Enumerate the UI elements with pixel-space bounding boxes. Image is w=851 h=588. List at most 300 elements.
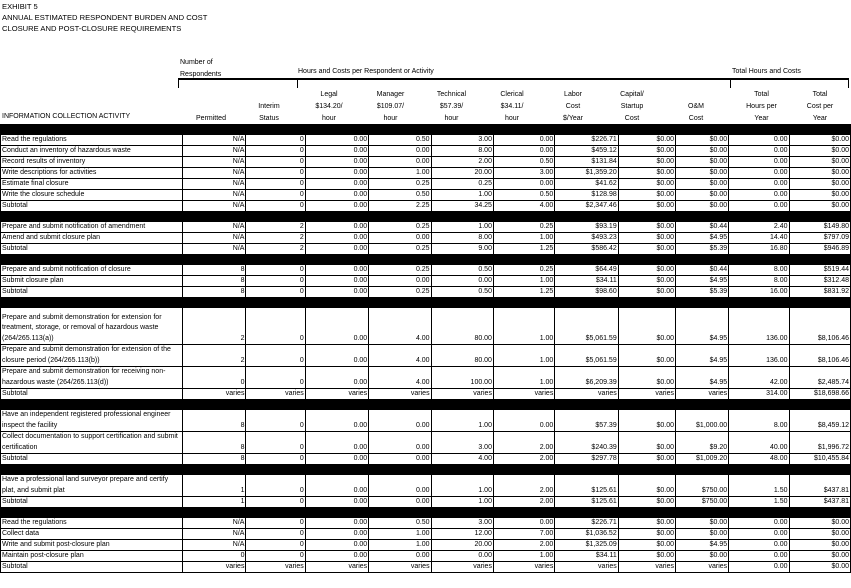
section-separator — [1, 255, 851, 265]
cell-total-cost: $10,455.84 — [789, 454, 850, 465]
cell-permitted: N/A — [183, 244, 246, 255]
cell-total-hours: 0.00 — [729, 135, 789, 146]
cell-om-cost: $4.95 — [676, 233, 729, 244]
cell-total-cost: $0.00 — [789, 562, 850, 573]
cell-total-cost: $8,106.46 — [789, 345, 850, 367]
cell-labor-cost: $1,359.20 — [555, 168, 618, 179]
cell-labor-cost: $459.12 — [555, 146, 618, 157]
cell-total-hours: 0.00 — [729, 562, 789, 573]
cell-labor-cost: $493.23 — [555, 233, 618, 244]
cell-om-cost: $0.00 — [676, 201, 729, 212]
cell-total-cost: $0.00 — [789, 540, 850, 551]
cell-interim: 0 — [246, 345, 305, 367]
cell-legal-hours: 0.00 — [305, 276, 368, 287]
cell-clerical-hours: varies — [493, 389, 554, 400]
cell-interim: 0 — [246, 432, 305, 454]
table-row — [1, 265, 851, 276]
cell-om-cost: $4.95 — [676, 345, 729, 367]
separator-bar — [1, 255, 851, 265]
cell-capital-cost: $0.00 — [618, 201, 675, 212]
col-header-line: $109.07/ — [376, 103, 405, 110]
col-header-line: Manager — [376, 91, 405, 98]
cell-total-cost: $0.00 — [789, 529, 850, 540]
cell-manager-hours: varies — [369, 389, 431, 400]
cell-permitted: varies — [183, 389, 246, 400]
cell-permitted: 8 — [183, 276, 246, 287]
cell-om-cost: $0.00 — [676, 551, 729, 562]
cell-om-cost: $4.95 — [676, 540, 729, 551]
cell-om-cost: $0.00 — [676, 146, 729, 157]
cell-manager-hours: 0.25 — [369, 287, 431, 298]
cell-total-hours: 14.40 — [729, 233, 789, 244]
cell-interim: 0 — [246, 179, 305, 190]
cell-manager-hours: 0.25 — [369, 265, 431, 276]
cell-technical-hours: 3.00 — [431, 135, 493, 146]
cell-total-cost: $0.00 — [789, 168, 850, 179]
cell-legal-hours: 0.00 — [305, 179, 368, 190]
cell-clerical-hours: 1.25 — [493, 287, 554, 298]
cell-activity: Estimate final closure — [1, 179, 183, 190]
cell-labor-cost: $34.11 — [555, 276, 618, 287]
col-header-capital — [604, 89, 660, 125]
cell-capital-cost: $0.00 — [618, 308, 675, 345]
table-row — [1, 168, 851, 179]
cell-activity: Subtotal — [1, 244, 183, 255]
cell-legal-hours: 0.00 — [305, 265, 368, 276]
cell-permitted: N/A — [183, 201, 246, 212]
cell-om-cost: $750.00 — [676, 475, 729, 497]
cell-total-cost: $0.00 — [789, 157, 850, 168]
cell-total-cost: $8,459.12 — [789, 410, 850, 432]
cell-legal-hours: 0.00 — [305, 168, 368, 179]
cell-labor-cost: $226.71 — [555, 135, 618, 146]
cell-capital-cost: $0.00 — [618, 518, 675, 529]
cell-capital-cost: $0.00 — [618, 551, 675, 562]
exhibit-title-line: ANNUAL ESTIMATED RESPONDENT BURDEN AND COST — [2, 13, 208, 22]
cell-permitted: N/A — [183, 540, 246, 551]
cell-om-cost: $0.44 — [676, 265, 729, 276]
cell-interim: 2 — [246, 244, 305, 255]
cell-clerical-hours: 2.00 — [493, 454, 554, 465]
cell-permitted: 1 — [183, 475, 246, 497]
col-header-line: Interim — [258, 103, 280, 110]
cell-capital-cost: $0.00 — [618, 146, 675, 157]
cell-interim: 0 — [246, 475, 305, 497]
cell-labor-cost: $5,061.59 — [555, 345, 618, 367]
cell-technical-hours: 34.25 — [431, 201, 493, 212]
cell-activity: Subtotal — [1, 389, 183, 400]
cell-capital-cost: varies — [618, 389, 675, 400]
separator-bar — [1, 508, 851, 518]
totals-group-header: Total Hours and Costs — [732, 68, 801, 75]
cell-om-cost: $0.44 — [676, 222, 729, 233]
cell-labor-cost: $41.62 — [555, 179, 618, 190]
totals-header-rule — [731, 78, 849, 80]
cell-total-cost: $1,996.72 — [789, 432, 850, 454]
cell-manager-hours: 0.00 — [369, 454, 431, 465]
cell-permitted: 8 — [183, 265, 246, 276]
cell-total-cost: $831.92 — [789, 287, 850, 298]
col-header-om — [660, 101, 732, 125]
cell-total-hours: 8.00 — [729, 410, 789, 432]
cell-labor-cost: $98.60 — [555, 287, 618, 298]
cell-capital-cost: $0.00 — [618, 454, 675, 465]
separator-bar — [1, 298, 851, 308]
cell-manager-hours: 4.00 — [369, 345, 431, 367]
table-row — [1, 475, 851, 497]
cell-clerical-hours: 4.00 — [493, 201, 554, 212]
cell-legal-hours: 0.00 — [305, 308, 368, 345]
cell-labor-cost: $5,061.59 — [555, 308, 618, 345]
cell-total-cost: $0.00 — [789, 135, 850, 146]
respondents-header-line: Respondents — [180, 71, 222, 78]
cell-clerical-hours: 0.00 — [493, 179, 554, 190]
cell-technical-hours: 20.00 — [431, 168, 493, 179]
cell-total-hours: 136.00 — [729, 308, 789, 345]
cell-total-hours: 0.00 — [729, 529, 789, 540]
cell-total-hours: 0.00 — [729, 540, 789, 551]
cell-technical-hours: 0.00 — [431, 276, 493, 287]
cell-technical-hours: 2.00 — [431, 157, 493, 168]
table-row — [1, 190, 851, 201]
cell-permitted: N/A — [183, 190, 246, 201]
section-separator — [1, 400, 851, 410]
cell-total-hours: 2.40 — [729, 222, 789, 233]
cell-clerical-hours: 0.00 — [493, 410, 554, 432]
cell-activity: Read the regulations — [1, 135, 183, 146]
cell-legal-hours: 0.00 — [305, 201, 368, 212]
cell-capital-cost: $0.00 — [618, 276, 675, 287]
cell-labor-cost: $2,347.46 — [555, 201, 618, 212]
cell-clerical-hours: 1.00 — [493, 345, 554, 367]
col-header-line: Startup — [620, 103, 644, 110]
cell-permitted: N/A — [183, 529, 246, 540]
cell-capital-cost: $0.00 — [618, 179, 675, 190]
cell-labor-cost: $240.39 — [555, 432, 618, 454]
cell-legal-hours: 0.00 — [305, 475, 368, 497]
cell-manager-hours: 0.50 — [369, 135, 431, 146]
cell-technical-hours: 1.00 — [431, 475, 493, 497]
cell-total-hours: 0.00 — [729, 518, 789, 529]
section-separator — [1, 465, 851, 475]
subtotal-row — [1, 201, 851, 212]
col-header-line: Cost — [624, 115, 640, 122]
cell-clerical-hours: 1.00 — [493, 367, 554, 389]
cell-labor-cost: $1,325.09 — [555, 540, 618, 551]
cell-activity: Prepare and submit demonstration for extension of the closure period (264/265.113(b)) — [1, 345, 183, 367]
cell-legal-hours: varies — [305, 562, 368, 573]
cell-interim: varies — [246, 389, 305, 400]
cell-activity: Have a professional land surveyor prepare and certify plat, and submit plat — [1, 475, 183, 497]
cell-om-cost: varies — [676, 389, 729, 400]
cell-legal-hours: 0.00 — [305, 135, 368, 146]
cell-manager-hours: 0.00 — [369, 146, 431, 157]
cell-technical-hours: 4.00 — [431, 454, 493, 465]
cell-om-cost: $1,009.20 — [676, 454, 729, 465]
table-row — [1, 518, 851, 529]
cell-technical-hours: 3.00 — [431, 518, 493, 529]
cell-total-hours: 48.00 — [729, 454, 789, 465]
cell-om-cost: $5.39 — [676, 244, 729, 255]
col-header-labor — [542, 89, 604, 125]
cell-labor-cost: $34.11 — [555, 551, 618, 562]
cell-total-cost: $0.00 — [789, 551, 850, 562]
col-header-line: Status — [259, 115, 279, 122]
cell-capital-cost: varies — [618, 562, 675, 573]
cell-total-cost: $797.09 — [789, 233, 850, 244]
col-header-manager — [360, 89, 421, 125]
col-header-line: Year — [812, 115, 828, 122]
subtotal-row — [1, 287, 851, 298]
cell-capital-cost: $0.00 — [618, 367, 675, 389]
cell-permitted: N/A — [183, 518, 246, 529]
cell-labor-cost: $131.84 — [555, 157, 618, 168]
cell-permitted: 1 — [183, 497, 246, 508]
cell-activity: Subtotal — [1, 287, 183, 298]
cell-labor-cost: $57.39 — [555, 410, 618, 432]
cell-manager-hours: 4.00 — [369, 367, 431, 389]
cell-manager-hours: 1.00 — [369, 529, 431, 540]
cell-technical-hours: 12.00 — [431, 529, 493, 540]
cell-technical-hours: 0.00 — [431, 551, 493, 562]
cell-activity: Subtotal — [1, 497, 183, 508]
subtotal-row — [1, 454, 851, 465]
cell-capital-cost: $0.00 — [618, 190, 675, 201]
exhibit-title — [2, 1, 207, 34]
cell-capital-cost: $0.00 — [618, 287, 675, 298]
cell-interim: 2 — [246, 222, 305, 233]
cell-permitted: varies — [183, 562, 246, 573]
cell-permitted: 0 — [183, 551, 246, 562]
cell-interim: 0 — [246, 157, 305, 168]
cell-capital-cost: $0.00 — [618, 265, 675, 276]
cell-clerical-hours: 2.00 — [493, 540, 554, 551]
cell-legal-hours: 0.00 — [305, 222, 368, 233]
cell-total-hours: 136.00 — [729, 345, 789, 367]
cell-om-cost: $0.00 — [676, 529, 729, 540]
table-row — [1, 529, 851, 540]
cell-total-hours: 16.00 — [729, 287, 789, 298]
cell-clerical-hours: 3.00 — [493, 168, 554, 179]
cell-capital-cost: $0.00 — [618, 529, 675, 540]
cell-om-cost: $4.95 — [676, 367, 729, 389]
cell-om-cost: $0.00 — [676, 190, 729, 201]
cell-legal-hours: 0.00 — [305, 345, 368, 367]
cell-capital-cost: $0.00 — [618, 222, 675, 233]
cell-capital-cost: $0.00 — [618, 168, 675, 179]
col-header-line: Clerical — [500, 91, 524, 98]
cell-legal-hours: 0.00 — [305, 146, 368, 157]
table-row — [1, 233, 851, 244]
col-header-line: $/Year — [563, 115, 583, 122]
cell-labor-cost: varies — [555, 562, 618, 573]
cell-activity: Write and submit post-closure plan — [1, 540, 183, 551]
cell-om-cost: $4.95 — [676, 308, 729, 345]
cell-labor-cost: varies — [555, 389, 618, 400]
cell-legal-hours: 0.00 — [305, 367, 368, 389]
cell-interim: 0 — [246, 540, 305, 551]
col-header-line: Legal — [320, 91, 338, 98]
cell-om-cost: varies — [676, 562, 729, 573]
cell-om-cost: $0.00 — [676, 518, 729, 529]
cell-total-cost: $0.00 — [789, 201, 850, 212]
cell-legal-hours: 0.00 — [305, 432, 368, 454]
cell-permitted: N/A — [183, 135, 246, 146]
cell-om-cost: $0.00 — [676, 135, 729, 146]
cell-total-hours: 0.00 — [729, 157, 789, 168]
section-separator — [1, 125, 851, 135]
cell-total-cost: $149.80 — [789, 222, 850, 233]
cell-manager-hours: varies — [369, 562, 431, 573]
cell-om-cost: $1,000.00 — [676, 410, 729, 432]
cell-clerical-hours: 0.00 — [493, 518, 554, 529]
cell-legal-hours: 0.00 — [305, 497, 368, 508]
cell-technical-hours: 80.00 — [431, 308, 493, 345]
cell-interim: 0 — [246, 497, 305, 508]
cell-activity: Prepare and submit notification of closure — [1, 265, 183, 276]
col-header-line: Technical — [436, 91, 467, 98]
col-header-line: Cost per — [806, 103, 834, 110]
table-row — [1, 157, 851, 168]
cell-total-cost: $18,698.66 — [789, 389, 850, 400]
col-header-interim — [240, 101, 298, 125]
cell-clerical-hours: varies — [493, 562, 554, 573]
table-row — [1, 179, 851, 190]
cell-permitted: 8 — [183, 287, 246, 298]
cell-legal-hours: varies — [305, 389, 368, 400]
cell-interim: 0 — [246, 367, 305, 389]
cell-manager-hours: 0.00 — [369, 410, 431, 432]
cell-technical-hours: varies — [431, 562, 493, 573]
cell-total-cost: $0.00 — [789, 190, 850, 201]
cell-legal-hours: 0.00 — [305, 518, 368, 529]
cell-clerical-hours: 1.00 — [493, 551, 554, 562]
cell-manager-hours: 0.25 — [369, 179, 431, 190]
cell-manager-hours: 0.00 — [369, 475, 431, 497]
cell-manager-hours: 0.00 — [369, 551, 431, 562]
table-row — [1, 367, 851, 389]
cell-technical-hours: varies — [431, 389, 493, 400]
cell-total-hours: 1.50 — [729, 475, 789, 497]
cell-technical-hours: 0.50 — [431, 287, 493, 298]
col-header-line: hour — [383, 115, 398, 122]
cell-interim: 0 — [246, 201, 305, 212]
cell-legal-hours: 0.00 — [305, 233, 368, 244]
cell-clerical-hours: 2.00 — [493, 432, 554, 454]
cell-manager-hours: 0.00 — [369, 157, 431, 168]
header-rule-tick — [178, 78, 179, 88]
cell-interim: 2 — [246, 233, 305, 244]
table-row — [1, 345, 851, 367]
cell-technical-hours: 8.00 — [431, 233, 493, 244]
cell-technical-hours: 80.00 — [431, 345, 493, 367]
cell-manager-hours: 0.25 — [369, 244, 431, 255]
cell-total-hours: 1.50 — [729, 497, 789, 508]
cell-manager-hours: 0.25 — [369, 222, 431, 233]
cell-clerical-hours: 0.00 — [493, 135, 554, 146]
col-header-line: hour — [444, 115, 459, 122]
col-header-technical — [421, 89, 482, 125]
cell-technical-hours: 9.00 — [431, 244, 493, 255]
col-header-legal — [298, 89, 360, 125]
cell-capital-cost: $0.00 — [618, 244, 675, 255]
cell-labor-cost: $125.61 — [555, 475, 618, 497]
cell-activity: Write the closure schedule — [1, 190, 183, 201]
col-header-total-hours — [732, 89, 791, 125]
cell-legal-hours: 0.00 — [305, 551, 368, 562]
cell-capital-cost: $0.00 — [618, 233, 675, 244]
cell-total-cost: $0.00 — [789, 518, 850, 529]
cell-technical-hours: 3.00 — [431, 432, 493, 454]
col-header-total-cost — [791, 89, 849, 125]
cell-technical-hours: 8.00 — [431, 146, 493, 157]
cell-total-hours: 0.00 — [729, 201, 789, 212]
cell-legal-hours: 0.00 — [305, 287, 368, 298]
cell-technical-hours: 1.00 — [431, 497, 493, 508]
cell-interim: 0 — [246, 190, 305, 201]
cell-legal-hours: 0.00 — [305, 410, 368, 432]
cell-clerical-hours: 0.00 — [493, 146, 554, 157]
cell-om-cost: $0.00 — [676, 168, 729, 179]
cell-activity: Collect documentation to support certification and submit certification — [1, 432, 183, 454]
burden-cost-table — [0, 124, 851, 573]
cell-manager-hours: 2.25 — [369, 201, 431, 212]
cell-activity: Amend and submit closure plan — [1, 233, 183, 244]
cell-om-cost: $5.39 — [676, 287, 729, 298]
col-header-line: Total — [812, 91, 828, 98]
cell-total-hours: 8.00 — [729, 276, 789, 287]
cell-technical-hours: 0.50 — [431, 265, 493, 276]
col-header-line: hour — [321, 115, 336, 122]
cell-clerical-hours: 1.25 — [493, 244, 554, 255]
subtotal-row — [1, 244, 851, 255]
table-row — [1, 432, 851, 454]
cell-total-hours: 0.00 — [729, 179, 789, 190]
cell-capital-cost: $0.00 — [618, 475, 675, 497]
cell-legal-hours: 0.00 — [305, 157, 368, 168]
cell-total-hours: 0.00 — [729, 168, 789, 179]
cell-manager-hours: 4.00 — [369, 308, 431, 345]
table-row — [1, 276, 851, 287]
cell-om-cost: $4.95 — [676, 276, 729, 287]
cell-total-cost: $519.44 — [789, 265, 850, 276]
cell-activity: Prepare and submit notification of amendment — [1, 222, 183, 233]
cell-permitted: 0 — [183, 367, 246, 389]
cell-technical-hours: 100.00 — [431, 367, 493, 389]
cell-legal-hours: 0.00 — [305, 244, 368, 255]
cell-total-cost: $2,485.74 — [789, 367, 850, 389]
separator-bar — [1, 125, 851, 135]
cell-total-cost: $0.00 — [789, 146, 850, 157]
table-row — [1, 308, 851, 345]
cell-labor-cost: $226.71 — [555, 518, 618, 529]
cell-total-hours: 8.00 — [729, 265, 789, 276]
col-header-line: O&M — [688, 103, 704, 110]
respondents-header-line: Number of — [180, 59, 213, 66]
cell-interim: 0 — [246, 135, 305, 146]
col-header-line: Cost — [565, 103, 581, 110]
cell-interim: 0 — [246, 518, 305, 529]
cell-clerical-hours: 2.00 — [493, 497, 554, 508]
cell-total-cost: $437.81 — [789, 475, 850, 497]
cell-interim: 0 — [246, 276, 305, 287]
cell-capital-cost: $0.00 — [618, 432, 675, 454]
cell-clerical-hours: 0.25 — [493, 265, 554, 276]
cell-permitted: N/A — [183, 157, 246, 168]
cell-capital-cost: $0.00 — [618, 345, 675, 367]
cell-permitted: N/A — [183, 233, 246, 244]
cell-labor-cost: $125.61 — [555, 497, 618, 508]
